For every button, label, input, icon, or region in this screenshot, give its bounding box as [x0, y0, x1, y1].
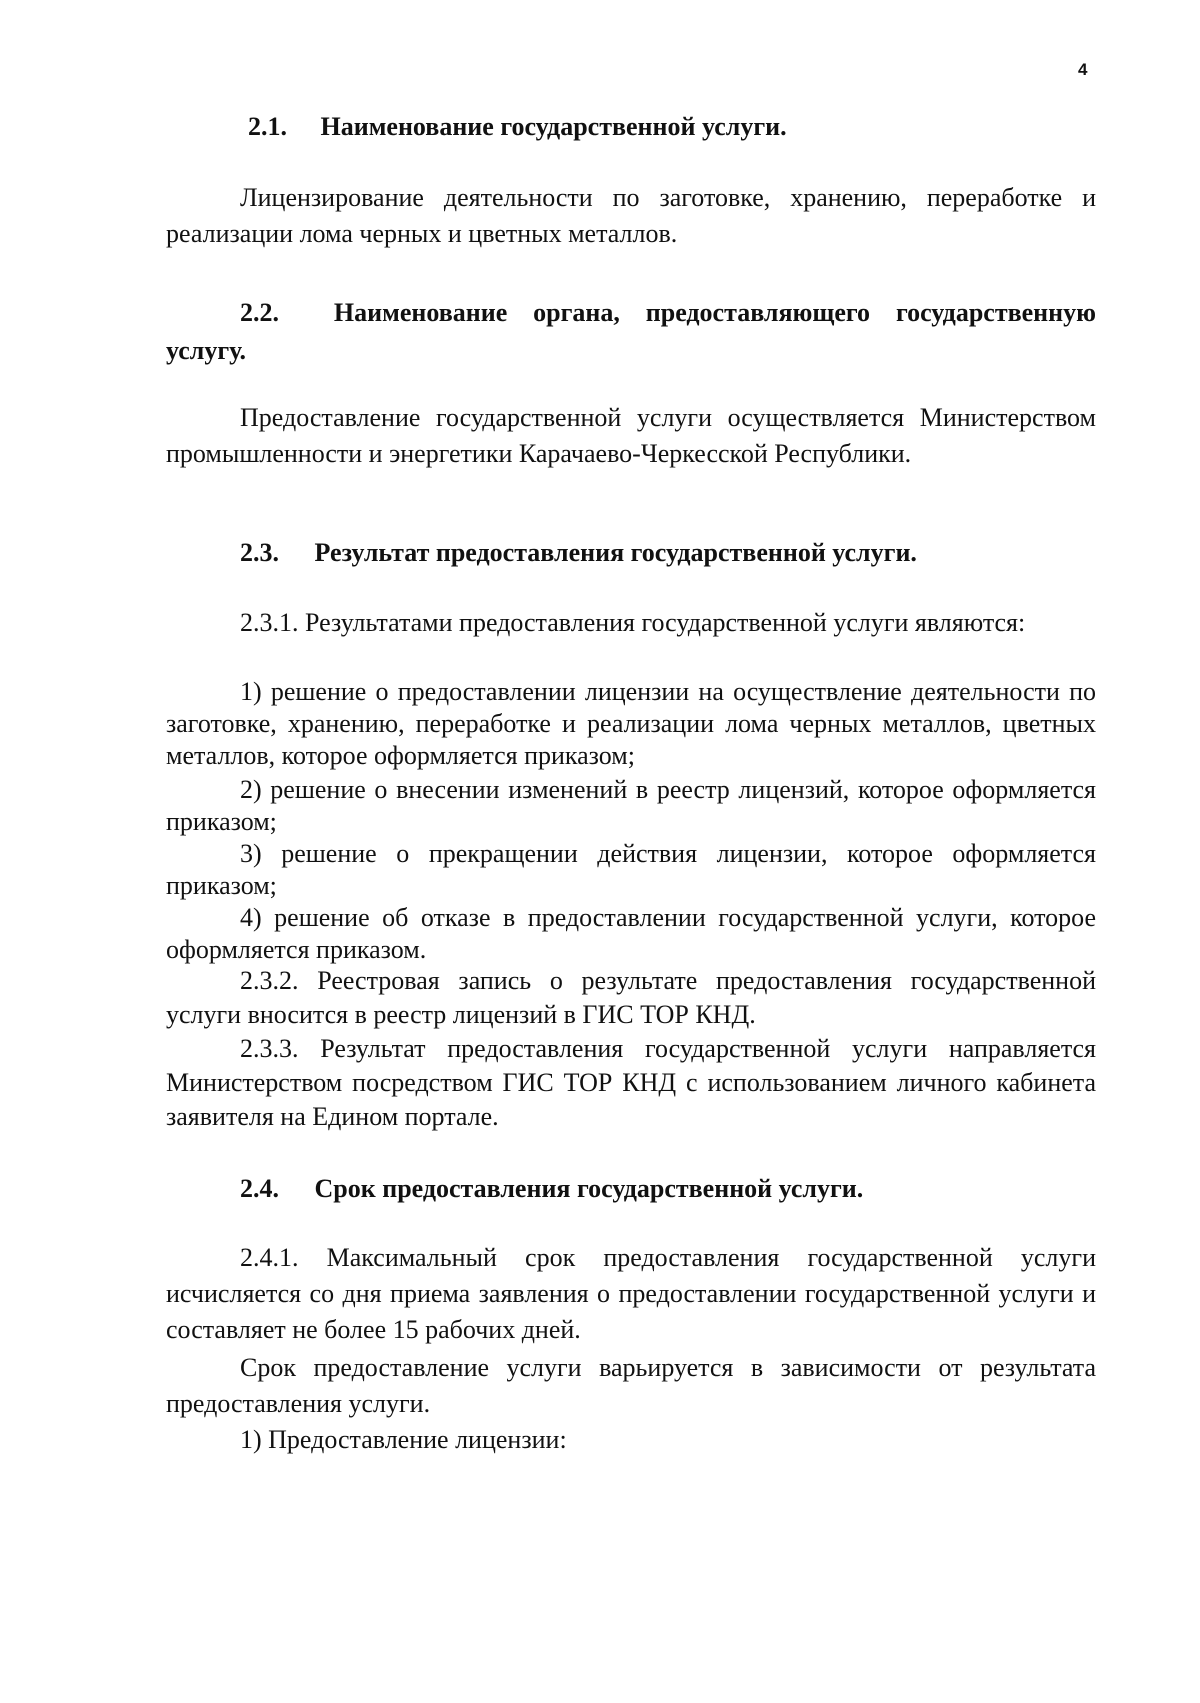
list-item: 4) решение об отказе в предоставлении государственной услуги, которое оформляется приказом.	[166, 903, 1096, 964]
section-2-4-text-3: 1) Предоставление лицензии:	[240, 1425, 567, 1454]
section-2-1-heading	[166, 108, 1096, 146]
section-number: 2.2.	[240, 298, 279, 327]
section-2-3-2-text: 2.3.2. Реестровая запись о результате предоставления государственной услуги вносится в реестр лицензий в ГИС ТОР КНД.	[166, 966, 1096, 1029]
page-number: 4	[1078, 60, 1088, 79]
section-title: Срок предоставления государственной услуги.	[314, 1174, 864, 1203]
section-2-1-text: Лицензирование деятельности по заготовке, хранению, переработке и реализации лома черных и цветных металлов.	[166, 183, 1096, 248]
section-title: Наименование органа, предоставляющего государственную услугу.	[166, 298, 1097, 365]
section-2-4-text-2: Срок предоставление услуги варьируется в зависимости от результата предоставления услуги.	[166, 1353, 1096, 1418]
list-item: 1) решение о предоставлении лицензии на осуществление деятельности по заготовке, хранению, переработке и реализации лома черных металлов, цветных металлов, которое оформляется приказом;	[166, 677, 1096, 770]
section-title: Наименование государственной услуги.	[320, 112, 787, 141]
section-2-2-heading	[166, 294, 1096, 370]
section-2-3-3-text: 2.3.3. Результат предоставления государственной услуги направляется Министерством посредством ГИС ТОР КНД с использованием личного кабинета заявителя на Едином портале.	[166, 1034, 1096, 1131]
list-item: 3) решение о прекращении действия лицензии, которое оформляется приказом;	[166, 839, 1096, 900]
section-2-3-heading	[166, 534, 1096, 572]
section-number: 2.1.	[248, 112, 287, 141]
section-number: 2.3.	[240, 538, 279, 567]
section-number: 2.4.	[240, 1174, 279, 1203]
section-2-2-text: Предоставление государственной услуги осуществляется Министерством промышленности и энергетики Карачаево-Черкесской Республики.	[166, 403, 1096, 468]
section-2-3-1-text: 2.3.1. Результатами предоставления государственной услуги являются:	[240, 608, 1026, 637]
section-2-4-heading	[166, 1170, 1096, 1208]
list-item: 2) решение о внесении изменений в реестр лицензий, которое оформляется приказом;	[166, 775, 1096, 836]
section-title: Результат предоставления государственной услуги.	[314, 538, 917, 567]
section-2-4-1-text: 2.4.1. Максимальный срок предоставления государственной услуги исчисляется со дня приема заявления о предоставлении государственной услуги и составляет не более 15 рабочих дней.	[166, 1243, 1096, 1344]
